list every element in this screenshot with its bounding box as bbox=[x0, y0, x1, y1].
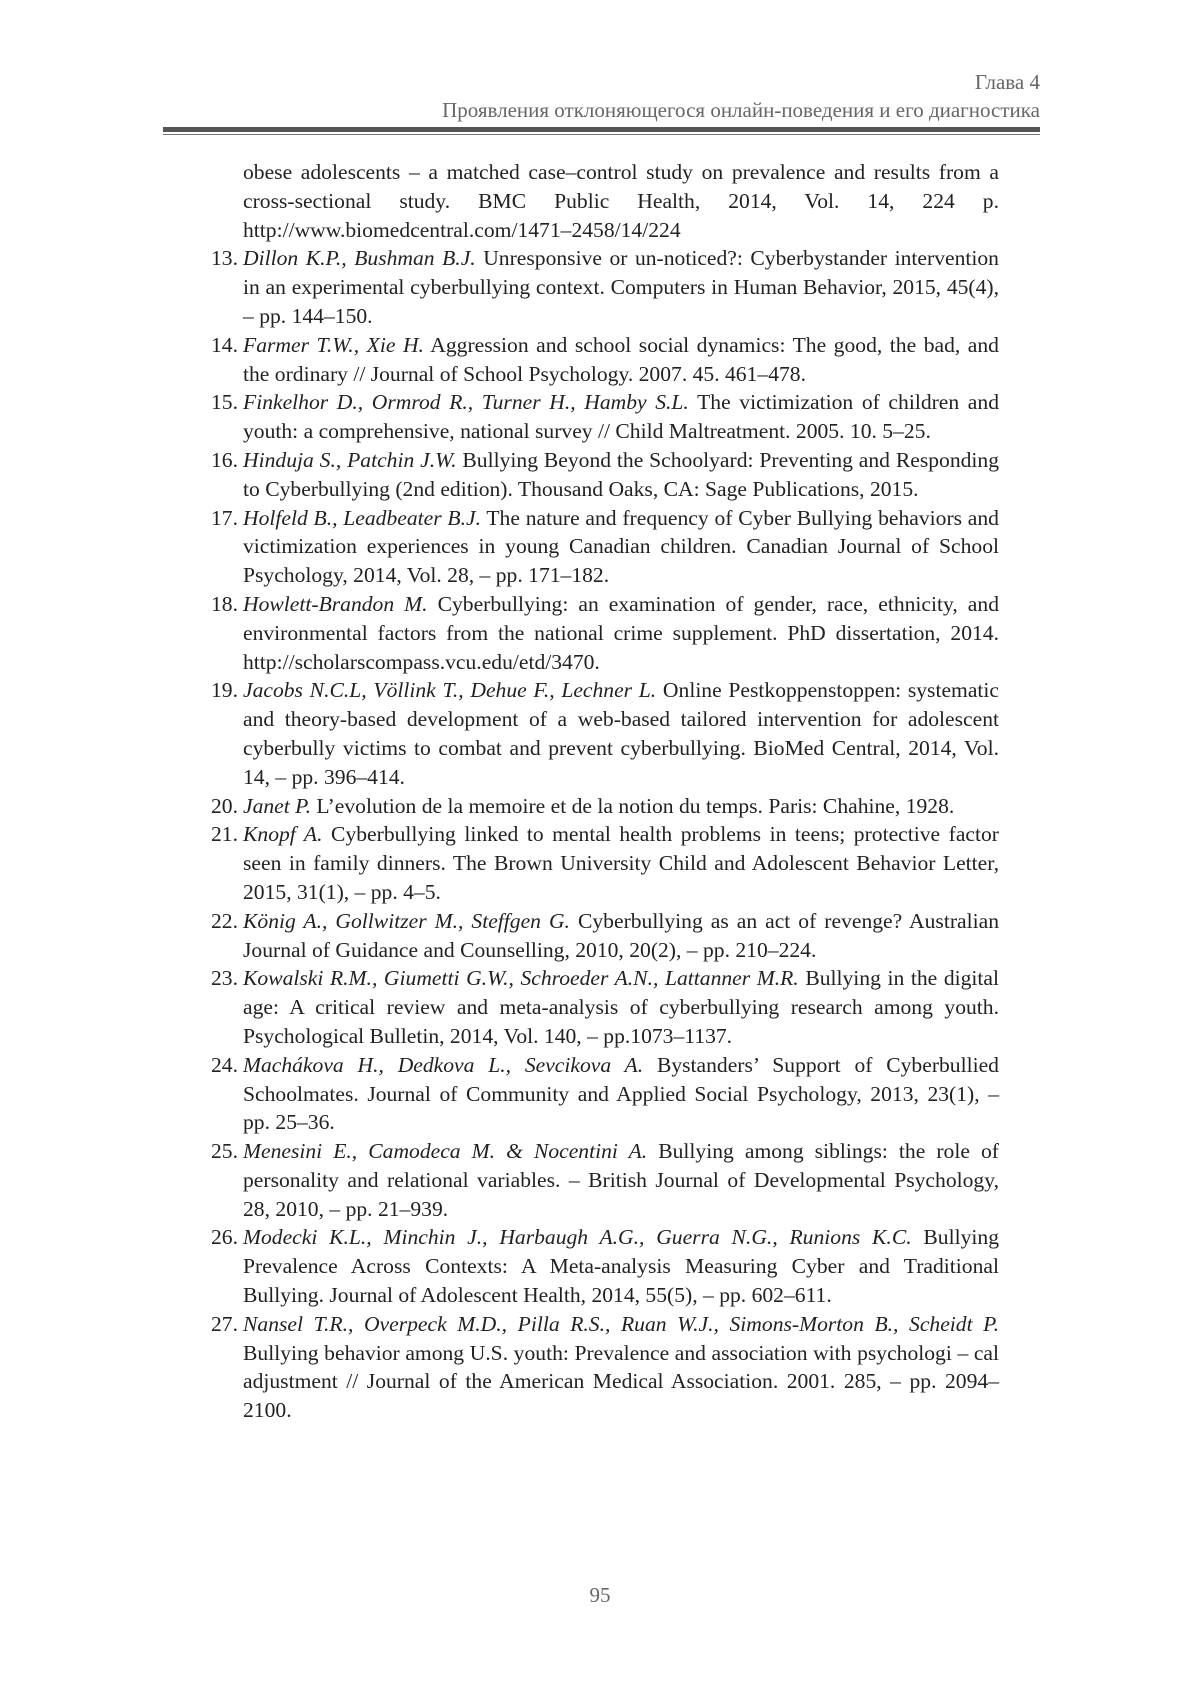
reference-item bbox=[211, 504, 999, 590]
reference-authors: Finkelhor D., Ormrod R., Turner H., Hamby S.L. bbox=[243, 390, 689, 415]
reference-number: 22. bbox=[211, 908, 238, 933]
reference-text: Bullying in the digital age: A critical review and meta-analysis of cyberbullying research among youth. Psychological Bulletin, 2014, Vol. 140, – pp.1073–1137. bbox=[243, 966, 1000, 1048]
reference-text: Bullying among siblings: the role of personality and relational variables. – British Journal of Developmental Psychology, 28, 2010, – pp. 21–939. bbox=[243, 1139, 999, 1221]
reference-number: 17. bbox=[211, 505, 238, 530]
header-rule-thin bbox=[163, 134, 1040, 135]
reference-item bbox=[211, 244, 999, 330]
reference-authors: König A., Gollwitzer M., Steffgen G. bbox=[243, 908, 570, 933]
reference-item bbox=[211, 331, 999, 389]
reference-item bbox=[211, 446, 1000, 504]
reference-item bbox=[211, 1310, 999, 1425]
reference-number: 26. bbox=[211, 1225, 238, 1250]
reference-list bbox=[211, 158, 1000, 1425]
reference-authors: Hinduja S., Patchin J.W. bbox=[243, 447, 457, 472]
reference-number: 24. bbox=[211, 1052, 238, 1077]
reference-authors: Machákova H., Dedkova L., Sevcikova A. bbox=[243, 1052, 644, 1077]
reference-item bbox=[211, 1223, 999, 1309]
reference-number: 13. bbox=[211, 246, 238, 271]
reference-text: Bullying Prevalence Across Contexts: A Meta-analysis Measuring Cyber and Traditional Bullying. Journal of Adolescent Health, 2014, 55(5), – pp. 602–611. bbox=[243, 1225, 999, 1308]
reference-item bbox=[211, 1137, 999, 1223]
reference-authors: Janet P. bbox=[243, 793, 311, 818]
reference-authors: Modecki K.L., Minchin J., Harbaugh A.G., Guerra N.G., Runions K.C. bbox=[243, 1225, 912, 1250]
reference-item bbox=[211, 590, 999, 676]
reference-item bbox=[211, 1051, 999, 1137]
reference-text: Cyberbullying as an act of revenge? Australian Journal of Guidance and Counselling, 2010, 20(2), – pp. 210–224. bbox=[243, 908, 999, 962]
reference-item bbox=[211, 388, 999, 446]
reference-authors: Knopf A. bbox=[243, 822, 323, 847]
reference-authors: Menesini E., Camodeca M. & Nocentini A. bbox=[243, 1139, 648, 1164]
reference-text: Aggression and school social dynamics: The good, the bad, and the ordinary // Journal of School Psychology. 2007. 45. 461–478. bbox=[243, 332, 999, 386]
reference-authors: Jacobs N.C.L, Völlink T., Dehue F., Lechner L. bbox=[243, 678, 657, 703]
reference-text: Bystanders’ Support of Cyberbullied Schoolmates. Journal of Community and Applied Social Psychology, 2013, 23(1), – pp. 25–36. bbox=[243, 1052, 999, 1135]
reference-item bbox=[211, 820, 1000, 906]
reference-authors: Farmer T.W., Xie H. bbox=[243, 332, 424, 357]
reference-text: Bullying Beyond the Schoolyard: Preventing and Responding to Cyberbullying (2nd edition). Thousand Oaks, CA: Sage Publications, 2015. bbox=[243, 447, 1000, 501]
reference-item bbox=[211, 792, 999, 821]
reference-number: 19. bbox=[211, 678, 238, 703]
reference-item bbox=[211, 964, 1000, 1050]
reference-text: L’evolution de la memoire et de la notion du temps. Paris: Chahine, 1928. bbox=[316, 793, 955, 818]
reference-number: 15. bbox=[211, 390, 238, 415]
reference-number: 25. bbox=[211, 1139, 238, 1164]
reference-number: 16. bbox=[211, 447, 238, 472]
reference-text: The victimization of children and youth: a comprehensive, national survey // Child Maltreatment. 2005. 10. 5–25. bbox=[243, 390, 999, 444]
reference-item bbox=[211, 676, 999, 791]
chapter-subtitle: Проявления отклоняющегося онлайн-поведения и его диагностика bbox=[442, 98, 1040, 122]
reference-text: Cyberbullying linked to mental health problems in teens; protective factor seen in family dinners. The Brown University Child and Adolescent Behavior Letter, 2015, 31(1), – pp. 4–5. bbox=[243, 822, 1000, 904]
reference-authors: Dillon K.P., Bushman B.J. bbox=[243, 246, 476, 271]
running-header bbox=[442, 68, 1040, 124]
reference-number: 21. bbox=[211, 822, 238, 847]
reference-authors: Nansel T.R., Overpeck M.D., Pilla R.S., Ruan W.J., Simons-Morton B., Scheidt P. bbox=[243, 1311, 999, 1336]
reference-number: 20. bbox=[211, 793, 238, 818]
reference-text: Cyberbullying: an examination of gender, race, ethnicity, and environmental factors from the national crime supplement. PhD dissertation, 2014. http://scholarscompass.vcu.edu/etd/3470. bbox=[243, 591, 999, 674]
reference-number: 27. bbox=[211, 1311, 238, 1336]
reference-text: Unresponsive or un-noticed?: Cyberbystander intervention in an experimental cyberbullying context. Computers in Human Behavior, 2015, 45(4), – pp. 144–150. bbox=[243, 246, 999, 328]
reference-authors: Kowalski R.M., Giumetti G.W., Schroeder A.N., Lattanner M.R. bbox=[243, 966, 799, 991]
reference-number: 23. bbox=[211, 966, 238, 991]
reference-text: Online Pestkoppenstoppen: systematic and theory-based development of a web-based tailored intervention for adolescent cyberbully victims to combat and prevent cyberbullying. BioMed Central, 2014, Vol. 14, – pp. 396–414. bbox=[243, 678, 999, 789]
reference-authors: Howlett-Brandon M. bbox=[243, 591, 428, 616]
reference-number: 18. bbox=[211, 591, 238, 616]
header-rule-thick bbox=[163, 127, 1040, 132]
reference-authors: Holfeld B., Leadbeater B.J. bbox=[243, 505, 481, 530]
reference-items bbox=[211, 244, 1000, 1425]
chapter-title: Глава 4 bbox=[974, 70, 1040, 94]
reference-item bbox=[211, 907, 999, 965]
reference-number: 14. bbox=[211, 332, 238, 357]
reference-continuation: obese adolescents – a matched case–control study on prevalence and results from a cross-sectional study. BMC Public Health, 2014, Vol. 14, 224 p. http://www.biomedcentral.com/1471–2458/14/224 bbox=[243, 160, 999, 242]
page-number: 95 bbox=[589, 1583, 611, 1607]
reference-text: Bullying behavior among U.S. youth: Prevalence and association with psychologi – cal adjustment // Journal of the American Medical Association. 2001. 285, – pp. 2094–2100. bbox=[243, 1340, 999, 1423]
reference-text: The nature and frequency of Cyber Bullying behaviors and victimization experiences in young Canadian children. Canadian Journal of School Psychology, 2014, Vol. 28, – pp. 171–182. bbox=[243, 505, 999, 588]
